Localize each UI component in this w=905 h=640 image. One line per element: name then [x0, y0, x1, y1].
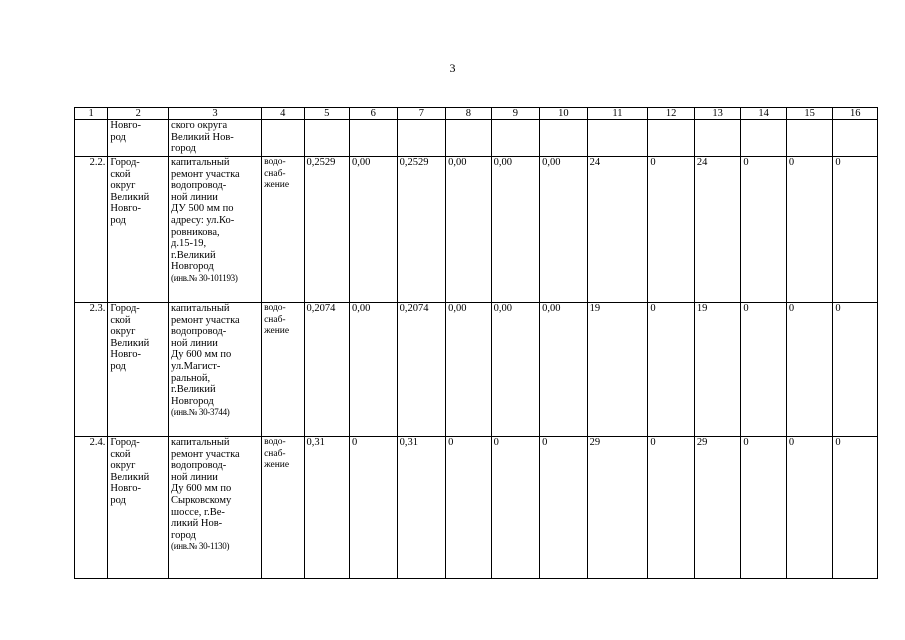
column-number: 2 [108, 108, 169, 120]
description-cell: ского округа Великий Нов- город [169, 120, 262, 157]
table-row [75, 303, 878, 437]
value-cell: 0,2074 [304, 303, 350, 437]
empty-cell [833, 120, 878, 157]
sector-cell: водо- снаб- жение [262, 303, 304, 437]
column-number: 10 [540, 108, 588, 120]
column-number: 13 [694, 108, 741, 120]
column-number: 16 [833, 108, 878, 120]
inventory-number: (инв.№ 30-1130) [171, 541, 230, 552]
column-number-row [75, 108, 878, 120]
empty-cell [446, 120, 492, 157]
value-cell: 0 [786, 437, 833, 579]
column-number: 8 [446, 108, 492, 120]
value-cell: 0 [833, 437, 878, 579]
value-cell: 0 [446, 437, 492, 579]
value-cell: 0 [741, 157, 787, 303]
empty-cell [262, 120, 304, 157]
data-table [74, 107, 878, 579]
value-cell: 0 [833, 157, 878, 303]
column-number: 4 [262, 108, 304, 120]
value-cell: 0 [540, 437, 588, 579]
value-cell: 0 [491, 437, 540, 579]
value-cell: 19 [587, 303, 648, 437]
column-number: 6 [350, 108, 398, 120]
value-cell: 0 [648, 157, 695, 303]
empty-cell [304, 120, 350, 157]
value-cell: 0,00 [350, 303, 398, 437]
column-number: 11 [587, 108, 648, 120]
owner-cell: Город- ской округ Великий Новго- род [108, 157, 169, 303]
description-text: капитальный ремонт участка водопровод- ной линии Ду 600 мм по ул.Магист- ральной, г.Великий Новгород [171, 303, 240, 407]
row-number-cell: 2.4. [75, 437, 108, 579]
inventory-number: (инв.№ 30-3744) [171, 407, 230, 418]
empty-cell [540, 120, 588, 157]
continuation-row [75, 120, 878, 157]
value-cell: 0 [648, 303, 695, 437]
row-number-cell: 2.2. [75, 157, 108, 303]
empty-cell [491, 120, 540, 157]
empty-cell [648, 120, 695, 157]
value-cell: 0,00 [491, 303, 540, 437]
description-cell [169, 303, 262, 437]
sector-cell: водо- снаб- жение [262, 437, 304, 579]
page-number: 3 [449, 61, 456, 75]
description-text: капитальный ремонт участка водопровод- ной линии ДУ 500 мм по адресу: ул.Ко- ровникова, д.15-19, г.Великий Новгород [171, 157, 240, 273]
value-cell: 0 [741, 303, 787, 437]
value-cell: 0,2529 [304, 157, 350, 303]
value-cell: 0 [648, 437, 695, 579]
value-cell: 0 [786, 303, 833, 437]
column-number: 3 [169, 108, 262, 120]
column-number: 7 [397, 108, 446, 120]
inventory-number: (инв.№ 30-101193) [171, 272, 238, 283]
value-cell: 0,2074 [397, 303, 446, 437]
column-number: 12 [648, 108, 695, 120]
value-cell: 24 [587, 157, 648, 303]
value-cell: 0,2529 [397, 157, 446, 303]
empty-cell [741, 120, 787, 157]
value-cell: 0,00 [446, 157, 492, 303]
empty-cell [587, 120, 648, 157]
table-row [75, 437, 878, 579]
value-cell: 0,00 [446, 303, 492, 437]
empty-cell [397, 120, 446, 157]
description-cell [169, 157, 262, 303]
row-number-cell [75, 120, 108, 157]
column-number: 15 [786, 108, 833, 120]
column-number: 1 [75, 108, 108, 120]
column-number: 9 [491, 108, 540, 120]
value-cell: 0,00 [350, 157, 398, 303]
table-row [75, 157, 878, 303]
description-cell [169, 437, 262, 579]
value-cell: 0,31 [397, 437, 446, 579]
row-number-cell: 2.3. [75, 303, 108, 437]
column-number: 5 [304, 108, 350, 120]
value-cell: 0,00 [540, 303, 588, 437]
value-cell: 0,31 [304, 437, 350, 579]
value-cell: 29 [694, 437, 741, 579]
description-text: капитальный ремонт участка водопровод- ной линии Ду 600 мм по Сырковскому шоссе, г.Ве- ликий Нов- город [171, 437, 240, 541]
owner-cell: Новго- род [108, 120, 169, 157]
empty-cell [786, 120, 833, 157]
value-cell: 0 [786, 157, 833, 303]
value-cell: 29 [587, 437, 648, 579]
owner-cell: Город- ской округ Великий Новго- род [108, 437, 169, 579]
value-cell: 0,00 [540, 157, 588, 303]
column-number: 14 [741, 108, 787, 120]
value-cell: 0 [741, 437, 787, 579]
empty-cell [350, 120, 398, 157]
value-cell: 0 [833, 303, 878, 437]
value-cell: 0 [350, 437, 398, 579]
owner-cell: Город- ской округ Великий Новго- род [108, 303, 169, 437]
sector-cell: водо- снаб- жение [262, 157, 304, 303]
empty-cell [694, 120, 741, 157]
value-cell: 19 [694, 303, 741, 437]
value-cell: 24 [694, 157, 741, 303]
value-cell: 0,00 [491, 157, 540, 303]
